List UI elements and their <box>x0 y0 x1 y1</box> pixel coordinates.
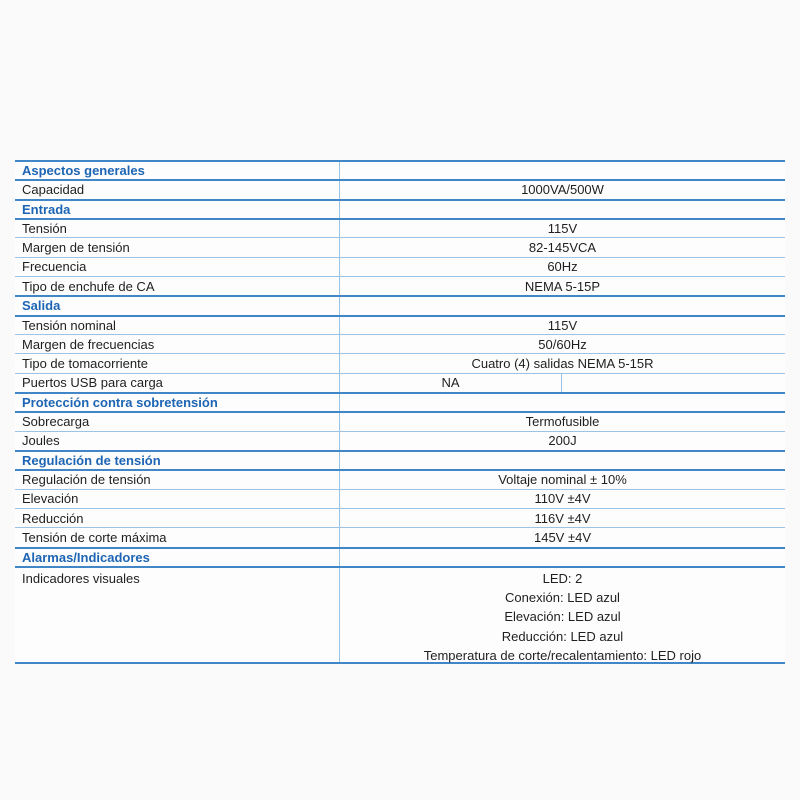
section-value-empty <box>340 162 785 179</box>
spec-row <box>15 315 785 334</box>
spec-row <box>15 237 785 256</box>
section-title: Entrada <box>15 201 340 218</box>
spec-label: Frecuencia <box>15 258 340 276</box>
spec-row <box>15 353 785 372</box>
spec-label: Reducción <box>15 509 340 527</box>
spec-label: Indicadores visuales <box>15 568 340 662</box>
spec-row <box>15 508 785 527</box>
spec-row <box>15 179 785 198</box>
spec-value: 115V <box>547 221 578 237</box>
spec-value: 115V <box>547 317 578 333</box>
section-title: Alarmas/Indicadores <box>15 549 340 566</box>
spec-value: NA <box>340 374 562 392</box>
section-header-row <box>15 547 785 566</box>
spec-row <box>15 527 785 546</box>
section-value-empty <box>340 201 785 218</box>
spec-value-line: Conexión: LED azul <box>505 590 620 606</box>
spec-label: Regulación de tensión <box>15 471 340 488</box>
spec-label: Joules <box>15 432 340 450</box>
spec-value: 82-145VCA <box>528 239 597 255</box>
spec-value: Voltaje nominal ± 10% <box>498 472 627 488</box>
spec-label: Tipo de tomacorriente <box>15 354 340 372</box>
spec-row <box>15 218 785 237</box>
section-value-empty <box>340 549 785 566</box>
spec-label: Sobrecarga <box>15 413 340 430</box>
section-header-row <box>15 199 785 218</box>
spec-row <box>15 566 785 662</box>
spec-row <box>15 373 785 392</box>
spec-value-line: Elevación: LED azul <box>504 609 621 625</box>
spec-value: 50/60Hz <box>538 336 587 352</box>
spec-value: 1000VA/500W <box>521 182 604 198</box>
spec-label: Capacidad <box>15 181 340 198</box>
spec-value: 116V ±4V <box>534 510 591 526</box>
spec-row <box>15 334 785 353</box>
section-header-row <box>15 160 785 179</box>
spec-label: Margen de frecuencias <box>15 335 340 353</box>
section-header-row <box>15 295 785 314</box>
spec-label: Puertos USB para carga <box>15 374 340 392</box>
spec-label: Margen de tensión <box>15 238 340 256</box>
spec-label: Elevación <box>15 490 340 508</box>
spec-value-line: Temperatura de corte/recalentamiento: LED rojo <box>423 647 702 663</box>
spec-row <box>15 489 785 508</box>
section-title: Salida <box>15 297 340 314</box>
spec-row <box>15 411 785 430</box>
spec-value: 200J <box>548 433 577 449</box>
spec-label: Tensión <box>15 220 340 237</box>
spec-value: 110V ±4V <box>534 491 591 507</box>
spec-value-line: Reducción: LED azul <box>501 628 624 644</box>
section-header-row <box>15 392 785 411</box>
spec-label: Tensión nominal <box>15 317 340 334</box>
spec-value: Cuatro (4) salidas NEMA 5-15R <box>471 355 654 371</box>
spec-value: 60Hz <box>547 259 578 275</box>
spec-row <box>15 276 785 295</box>
spec-table <box>15 160 785 664</box>
spec-value-list <box>340 568 785 662</box>
section-value-empty <box>340 394 785 411</box>
section-title: Regulación de tensión <box>15 452 340 469</box>
section-value-empty <box>340 297 785 314</box>
spec-value-empty <box>562 374 785 392</box>
spec-row <box>15 431 785 450</box>
section-value-empty <box>340 452 785 469</box>
spec-value-line: LED: 2 <box>542 570 583 586</box>
section-title: Protección contra sobretensión <box>15 394 340 411</box>
spec-value: 145V ±4V <box>533 529 591 545</box>
section-title: Aspectos generales <box>15 162 340 179</box>
section-header-row <box>15 450 785 469</box>
spec-label: Tipo de enchufe de CA <box>15 277 340 295</box>
spec-value: Termofusible <box>525 414 600 430</box>
spec-label: Tensión de corte máxima <box>15 528 340 546</box>
spec-row <box>15 257 785 276</box>
spec-row <box>15 469 785 488</box>
spec-value: NEMA 5-15P <box>524 278 601 294</box>
